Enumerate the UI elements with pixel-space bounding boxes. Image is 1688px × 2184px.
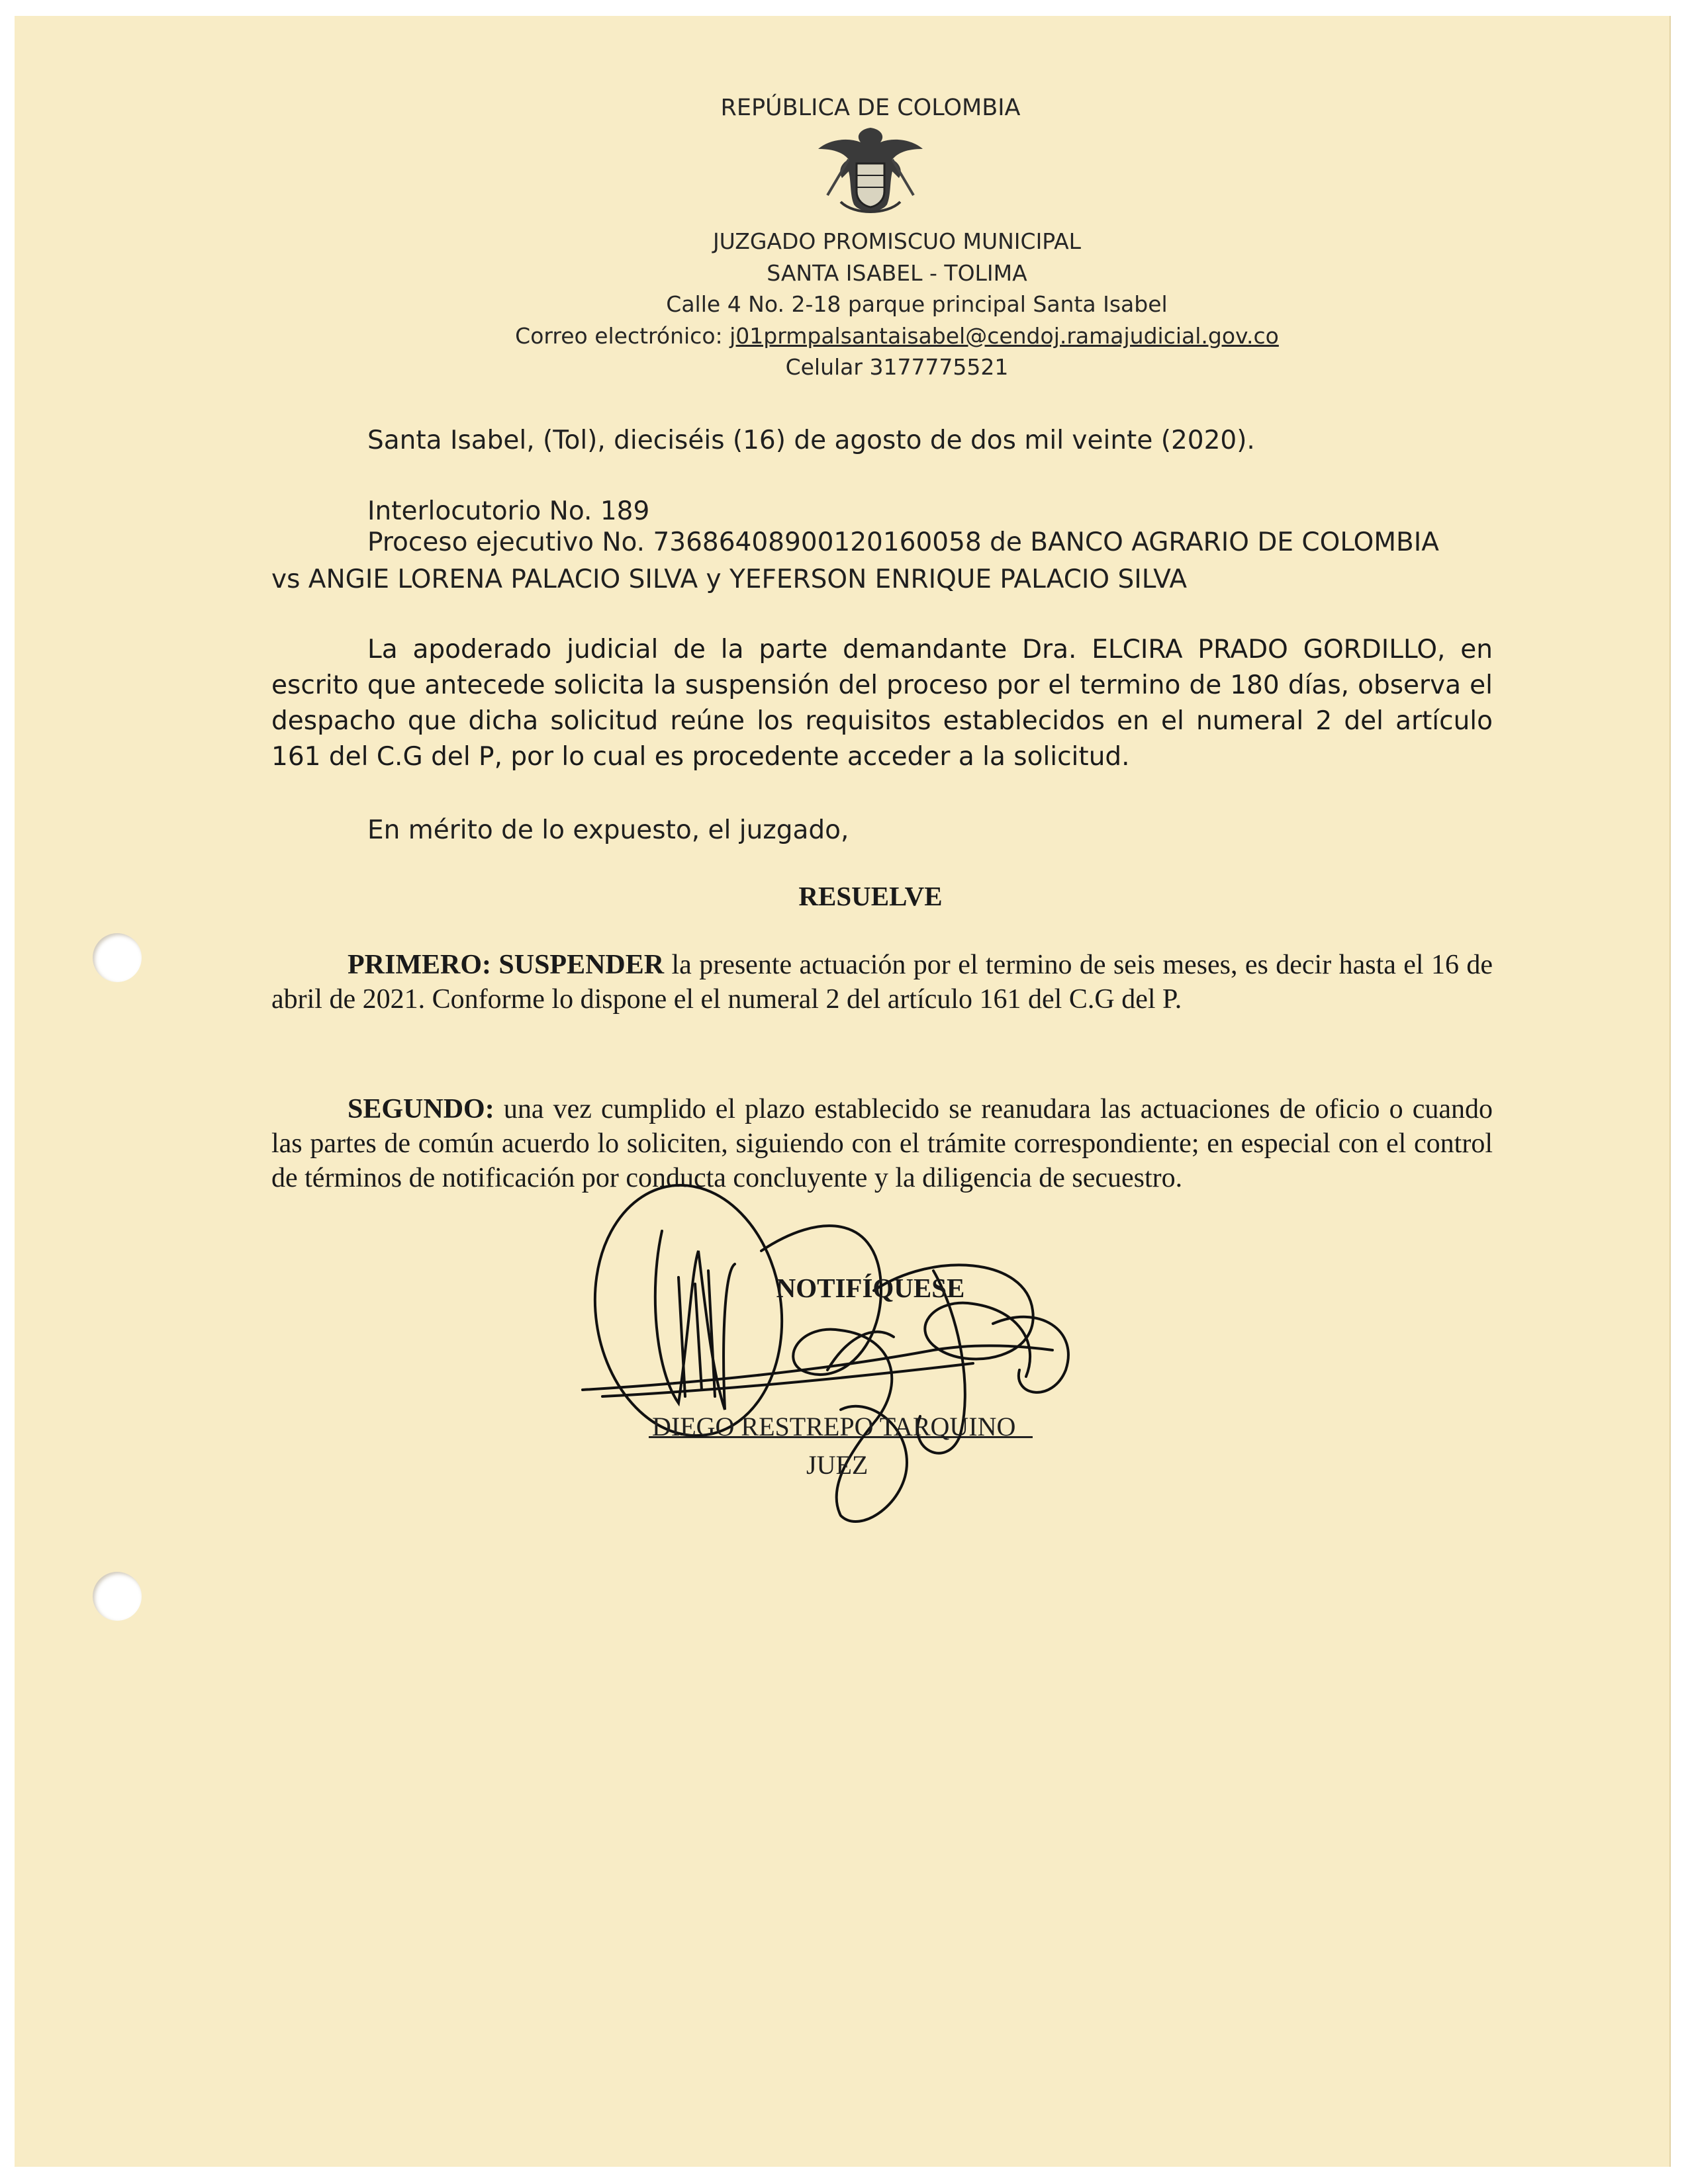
punch-hole-top: [93, 933, 142, 982]
primero-text: la presente actuación por el termino de seis meses, es decir hasta el 16 de abril de 2021. Conforme lo dispone el el numeral 2 del artículo 161 del C.G del P.: [271, 950, 1493, 1015]
coat-of-arms-icon: [814, 122, 927, 222]
header-country: REPÚBLICA DE COLOMBIA: [720, 95, 1021, 121]
punch-hole-bottom: [93, 1572, 142, 1621]
paragraph-request-text: La apoderado judicial de la parte demandante Dra. ELCIRA PRADO GORDILLO, en escrito que antecede solicita la suspensión del proceso por el termino de 180 días, observa el despacho que dicha solicitud reúne los requisitos establecidos en el numeral 2 del artículo 161 del C.G del P, por lo cual es procedente acceder a la solicitud.: [271, 635, 1493, 772]
handwritten-signature: [563, 1171, 1158, 1542]
proceso-line-1: Proceso ejecutivo No. 73686408900120160058 de BANCO AGRARIO DE COLOMBIA: [367, 527, 1439, 557]
segundo-label: SEGUNDO:: [348, 1094, 494, 1124]
date-line: Santa Isabel, (Tol), dieciséis (16) de agosto de dos mil veinte (2020).: [367, 426, 1255, 455]
judge-name: DIEGO RESTREPO TARQUINO: [652, 1412, 1016, 1441]
header-location: SANTA ISABEL - TOLIMA: [767, 260, 1027, 286]
proceso-line-2: vs ANGIE LORENA PALACIO SILVA y YEFERSON ENRIQUE PALACIO SILVA: [271, 565, 1188, 594]
header-email-line: [0, 323, 1688, 349]
header-phone: Celular 3177775521: [785, 354, 1009, 380]
email-label: Correo electrónico:: [515, 323, 723, 349]
segundo-text: una vez cumplido el plazo establecido se reanudara las actuaciones de oficio o cuando las partes de común acuerdo lo soliciten, siguiendo con el trámite correspondiente; en especial con el control de términos de notificación por conducta concluyente y la diligencia de secuestro.: [271, 1094, 1493, 1193]
resolve-title: RESUELVE: [798, 881, 943, 911]
judge-title: JUEZ: [806, 1450, 868, 1480]
interlocutorio: Interlocutorio No. 189: [367, 496, 650, 526]
header-court: JUZGADO PROMISCUO MUNICIPAL: [712, 228, 1082, 254]
section-primero: [271, 948, 1493, 1017]
header-address: Calle 4 No. 2-18 parque principal Santa Isabel: [666, 291, 1168, 317]
primero-verb: SUSPENDER: [498, 950, 665, 980]
email-link[interactable]: j01prmpalsantaisabel@cendoj.ramajudicial.gov.co: [729, 323, 1279, 349]
notify-title: NOTIFÍQUESE: [776, 1273, 965, 1303]
paragraph-merit: En mérito de lo expuesto, el juzgado,: [367, 815, 849, 845]
primero-label: PRIMERO:: [348, 950, 491, 980]
paragraph-request: [271, 632, 1493, 775]
